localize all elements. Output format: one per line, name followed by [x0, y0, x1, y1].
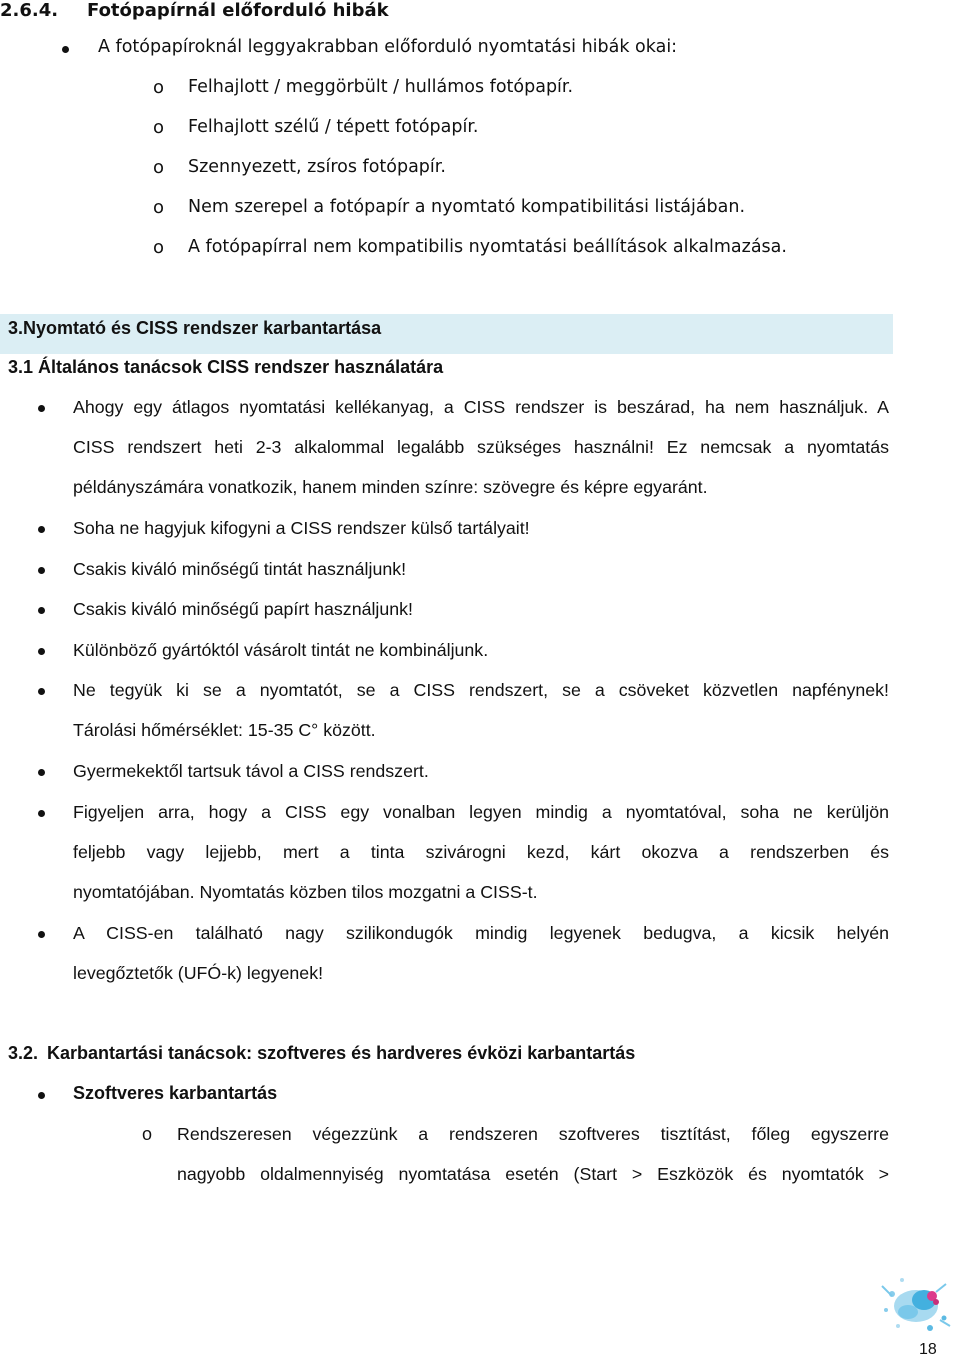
- circle-bullet-icon: o: [153, 77, 165, 98]
- section-32-title: Karbantartási tanácsok: szoftveres és hardveres évközi karbantartás: [47, 1043, 636, 1063]
- bullet-icon: [38, 526, 45, 533]
- section-32-number: 3.2.: [8, 1043, 39, 1063]
- list-item-line: A CISS-en található nagy szilikondugók mindig legyenek bedugva, a kicsik helyén: [73, 923, 889, 943]
- section-264-number: 2.6.4.: [0, 0, 59, 21]
- bullet-icon: [38, 405, 45, 412]
- circle-bullet-icon: o: [153, 197, 165, 218]
- page-number: 18: [919, 1341, 937, 1358]
- list-item: A fotópapírral nem kompatibilis nyomtatási beállítások alkalmazása.: [188, 237, 787, 257]
- list-item: Nem szerepel a fotópapír a nyomtató kompatibilitási listájában.: [188, 197, 746, 217]
- list-item: Felhajlott / meggörbült / hullámos fotópapír.: [188, 77, 574, 97]
- software-maintenance-title: Szoftveres karbantartás: [73, 1083, 278, 1103]
- list-item-line: Figyeljen arra, hogy a CISS egy vonalban legyen mindig a nyomtatóval, soha ne kerüljön: [73, 802, 889, 822]
- list-item-line: Ne tegyük ki se a nyomtatót, se a CISS rendszert, se a csöveket közvetlen napfénynek!: [73, 680, 889, 700]
- list-item-line: példányszámára vonatkozik, hanem minden színre: szövegre és képre egyaránt.: [73, 477, 708, 497]
- circle-bullet-icon: o: [153, 117, 165, 138]
- bullet-icon: [38, 810, 45, 817]
- section-3-title: 3.Nyomtató és CISS rendszer karbantartása: [8, 318, 382, 338]
- section-264-title: Fotópapírnál előforduló hibák: [87, 0, 389, 21]
- list-item-line: Különböző gyártóktól vásárolt tintát ne kombináljunk.: [73, 640, 489, 660]
- circle-bullet-icon: o: [153, 237, 165, 258]
- list-item-line: Ahogy egy átlagos nyomtatási kellékanyag, a CISS rendszer is beszárad, ha nem használjuk. A: [73, 397, 889, 417]
- section-264-intro: A fotópapíroknál leggyakrabban előforduló nyomtatási hibák okai:: [98, 37, 678, 57]
- list-item-line: levegőztetők (UFÓ-k) legyenek!: [73, 963, 324, 983]
- list-item-line: Csakis kiváló minőségű tintát használjunk!: [73, 559, 407, 579]
- list-item-line: Rendszeresen végezzünk a rendszeren szoftveres tisztítást, főleg egyszerre: [177, 1124, 889, 1144]
- circle-bullet-icon: o: [153, 157, 165, 178]
- bullet-icon: [38, 567, 45, 574]
- bullet-icon: [38, 769, 45, 776]
- bullet-icon: [38, 607, 45, 614]
- bullet-icon: [38, 648, 45, 655]
- logo-icon: [872, 1266, 958, 1346]
- list-item-line: Csakis kiváló minőségű papírt használjunk!: [73, 599, 413, 619]
- list-item-line: CISS rendszert heti 2-3 alkalommal legalább szükséges használni! Ez nemcsak a nyomtatás: [73, 437, 889, 457]
- list-item: Szennyezett, zsíros fotópapír.: [188, 157, 446, 177]
- bullet-icon: [62, 46, 69, 53]
- section-31-title: 3.1 Általános tanácsok CISS rendszer használatára: [8, 357, 444, 377]
- list-item: Felhajlott szélű / tépett fotópapír.: [188, 117, 479, 137]
- list-item-line: feljebb vagy lejjebb, mert a tinta szivárogni kezd, kárt okozva a rendszerben és: [73, 842, 889, 862]
- list-item-line: Soha ne hagyjuk kifogyni a CISS rendszer külső tartályait!: [73, 518, 530, 538]
- bullet-icon: [38, 688, 45, 695]
- bullet-icon: [38, 931, 45, 938]
- list-item-line: Gyermekektől tartsuk távol a CISS rendszert.: [73, 761, 429, 781]
- circle-bullet-icon: o: [142, 1124, 153, 1144]
- list-item-line: nyomtatójában. Nyomtatás közben tilos mozgatni a CISS-t.: [73, 882, 538, 902]
- list-item-line: Tárolási hőmérséklet: 15-35 C° között.: [73, 720, 376, 740]
- bullet-icon: [38, 1092, 45, 1099]
- list-item-line: nagyobb oldalmennyiség nyomtatása esetén (Start > Eszközök és nyomtatók >: [177, 1164, 889, 1184]
